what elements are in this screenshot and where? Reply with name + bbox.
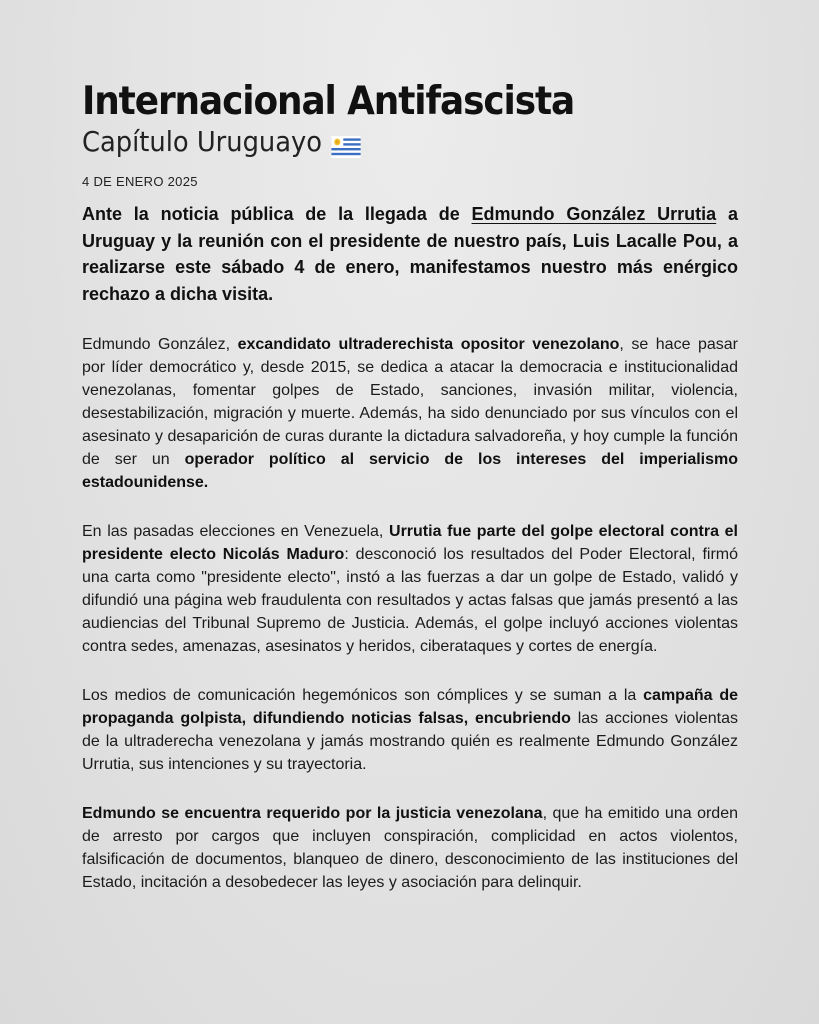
p2-text-c: : desconoció los resultados del Poder Electoral, firmó una carta como "presidente electo", instó a las fuerzas a dar un golpe de Estado, validó y difundió una página web fraudulenta con resultados y actas falsas que jamás presentó a las audiencias del Tribunal Supremo de Justicia. Además, el golpe incluyó acciones violentas contra sedes, amenazas, asesinatos y heridos, ciberataques y cortes de energía. — [82, 546, 739, 655]
statement-document — [82, 80, 738, 910]
p1-bold-1: excandidato ultraderechista opositor venezolano — [237, 336, 620, 353]
p4-text-c: , que ha emitido una orden de arresto por cargos que incluyen conspiración, complicidad en actos violentos, falsificación de documentos, blanqueo de dinero, desconocimiento de las instituciones del Estado, incitación a desobedecer las leyes y asociación para delinquir. — [82, 805, 738, 891]
p3-text-a: Los medios de comunicación hegemónicos son cómplices y se suman a la — [82, 687, 644, 704]
p1-text-a: Edmundo González, — [82, 336, 238, 353]
p1-bold-2: operador político al servicio de los intereses del imperialismo estadounidense. — [82, 451, 739, 491]
paragraph-4 — [82, 802, 738, 894]
p1-text-c: , se hace pasar por líder democrático y, desde 2015, se dedica a atacar la democracia e institucionalidad venezolanas, fomentar golpes de Estado, sanciones, invasión militar, violencia, desestabilización, migración y muerte. Además, ha sido denunciado por sus vínculos con el asesinato y desaparición de curas durante la dictadura salvadoreña, y hoy cumple la función de ser un — [82, 336, 739, 468]
paragraph-1 — [82, 333, 738, 494]
organization-title: Internacional Antifascista — [82, 79, 575, 124]
chapter-subtitle-text: Capítulo Uruguayo — [82, 125, 323, 158]
lead-paragraph — [82, 201, 738, 307]
p2-bold: Urrutia fue parte del golpe electoral contra el presidente electo Nicolás Maduro — [82, 523, 739, 563]
uruguay-flag-icon — [331, 131, 360, 153]
chapter-subtitle — [82, 124, 686, 160]
lead-text-end: a Uruguay y la reunión con el presidente de nuestro país, Luis Lacalle Pou, a realizarse este sábado 4 de enero, manifestamos nuestro más enérgico rechazo a dicha visita. — [82, 204, 739, 304]
p2-text-a: En las pasadas elecciones en Venezuela, — [82, 523, 390, 540]
publication-date: 4 DE ENERO 2025 — [82, 174, 198, 189]
p3-text-c: las acciones violentas de la ultraderecha venezolana y jamás mostrando quién es realmente Edmundo González Urrutia, sus intenciones y su trayectoria. — [82, 710, 738, 773]
p4-bold: Edmundo se encuentra requerido por la justicia venezolana — [82, 805, 543, 822]
p3-bold: campaña de propaganda golpista, difundiendo noticias falsas, encubriendo — [82, 687, 739, 727]
paragraph-3 — [82, 684, 738, 776]
paragraph-2 — [82, 520, 738, 658]
lead-name-underlined: Edmundo González Urrutia — [471, 204, 717, 224]
lead-text-start: Ante la noticia pública de la llegada de — [82, 204, 472, 224]
